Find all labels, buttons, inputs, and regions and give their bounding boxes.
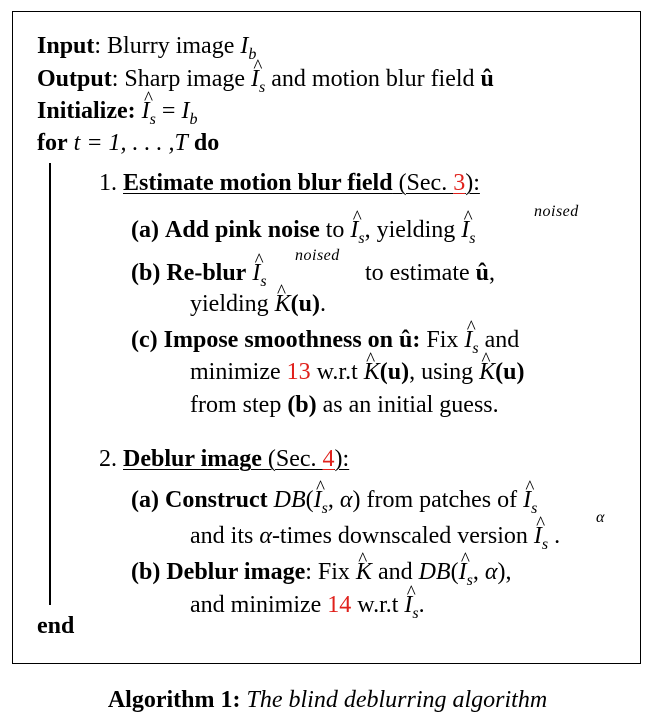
step2a-line: (a) Construct DB(^ $I_s$, α) from patches of ^ $I_s$ bbox=[131, 486, 537, 523]
step1b-Karg: (u) bbox=[290, 291, 321, 317]
output-label: Output bbox=[37, 66, 112, 92]
step1a-text1: to bbox=[319, 217, 351, 243]
step1b-line2 bbox=[190, 290, 326, 318]
I-hat-2a-b: ^ I bbox=[523, 486, 531, 514]
step1b-noised-sup: noised bbox=[295, 247, 340, 264]
step2a-line2a: and its bbox=[190, 523, 260, 549]
step1-line bbox=[99, 169, 480, 197]
for-line bbox=[37, 129, 219, 157]
step2a-bold: Construct bbox=[164, 487, 268, 513]
K-hat-1c-a: ^ K bbox=[364, 358, 380, 386]
init-sub-b: b bbox=[189, 110, 198, 128]
step2b-line2-end: . bbox=[418, 592, 425, 618]
step2-sec-close: ): bbox=[334, 446, 350, 472]
step1c-Karg-b: (u) bbox=[495, 359, 525, 385]
step1c-text1: Fix bbox=[420, 327, 465, 353]
step1b-label: (b) bbox=[131, 260, 161, 286]
I-hat-1c: ^ I bbox=[464, 326, 472, 354]
step2-sec-ref: 4 bbox=[322, 446, 335, 472]
step2a-line2-end: . bbox=[554, 523, 561, 549]
step1a-noised-sup: noised bbox=[534, 203, 579, 220]
algorithm-caption bbox=[0, 686, 655, 714]
step2a-db: DB bbox=[273, 487, 306, 513]
step1b-text1: to estimate bbox=[365, 260, 476, 286]
step2b-eq-ref[interactable]: 14 bbox=[327, 592, 352, 618]
step2a-line2b: -times downscaled version bbox=[271, 523, 534, 549]
step1c-sub: s bbox=[472, 339, 479, 357]
step1-number: 1. bbox=[99, 170, 117, 196]
step1c-text1-end: and bbox=[478, 327, 520, 353]
init-eq: = bbox=[155, 98, 182, 124]
step2a-line2 bbox=[190, 522, 560, 559]
step1c-line3a: from step bbox=[190, 392, 288, 418]
loop-T: T bbox=[174, 130, 188, 156]
step2a-alpha-sup: α bbox=[596, 509, 605, 526]
step1c-line2a: minimize bbox=[190, 359, 287, 385]
I-hat-1a-noised: ^ I bbox=[461, 216, 469, 244]
step1c-Karg-a: (u) bbox=[379, 359, 410, 385]
K-hat-2b: ^ K bbox=[356, 558, 372, 586]
output-sub: s bbox=[259, 78, 266, 96]
step2b-text2-end: , bbox=[505, 559, 512, 585]
step2-number: 2. bbox=[99, 446, 117, 472]
step2b-text2: and bbox=[371, 559, 419, 585]
input-sub: b bbox=[248, 45, 257, 63]
step2b-db: DB bbox=[418, 559, 451, 585]
init-label: Initialize: bbox=[37, 98, 136, 124]
loop-range: = 1, . . . , bbox=[80, 130, 175, 156]
step1c-line3 bbox=[190, 391, 499, 419]
step1c-line3b: (b) bbox=[287, 392, 317, 418]
step1a-sub2: s bbox=[469, 229, 476, 247]
step2a-alpha2: α bbox=[259, 523, 272, 549]
step1a-text2: , yielding bbox=[364, 217, 462, 243]
step1b-bold: Re-blur bbox=[166, 260, 247, 286]
step1-sec-close: ): bbox=[465, 170, 480, 196]
step1b-u: û bbox=[475, 260, 489, 286]
step1c-label: (c) bbox=[131, 327, 158, 353]
input-line bbox=[37, 32, 256, 69]
step2-title: Deblur image bbox=[123, 446, 262, 472]
step2b-line2a: and minimize bbox=[190, 592, 328, 618]
step1b-line2-text: yielding bbox=[190, 291, 275, 317]
step1a-label: (a) bbox=[131, 217, 159, 243]
step2b-label: (b) bbox=[131, 559, 161, 585]
loop-var: t bbox=[73, 130, 81, 156]
output-mid-text: and motion blur field bbox=[265, 66, 481, 92]
input-math: I bbox=[240, 33, 249, 59]
for-keyword: for bbox=[37, 130, 68, 156]
loop-bracket-line bbox=[49, 163, 51, 605]
step2a-sub-c: s bbox=[541, 535, 549, 553]
step1c-bold: Impose smoothness on bbox=[163, 327, 400, 353]
init-sub-s: s bbox=[149, 110, 156, 128]
step2b-alpha: α bbox=[484, 559, 498, 585]
step1b-line2-end: . bbox=[320, 291, 327, 317]
I-hat-2a: ^ I bbox=[314, 486, 322, 514]
I-hat-init: ^ I bbox=[142, 97, 150, 125]
do-keyword: do bbox=[193, 130, 220, 156]
caption-text: The blind deblurring algorithm bbox=[246, 687, 548, 713]
end-line bbox=[37, 612, 74, 640]
init-I: I bbox=[181, 98, 190, 124]
step2b-text1: : Fix bbox=[305, 559, 356, 585]
step1c-eq-ref[interactable]: 13 bbox=[286, 359, 311, 385]
step1c-bold-u: û bbox=[399, 327, 413, 353]
step1a-sub1: s bbox=[358, 229, 365, 247]
I-hat-2b-b: ^ I bbox=[404, 591, 412, 619]
step2b-line2 bbox=[190, 591, 425, 628]
I-hat-output: ^ I bbox=[251, 65, 259, 93]
I-hat-1a: ^ I bbox=[350, 216, 358, 244]
step1a-bold: Add pink noise bbox=[164, 217, 320, 243]
end-keyword: end bbox=[37, 613, 75, 639]
step2b-sub: s bbox=[466, 571, 473, 589]
step2-sec-open: (Sec. bbox=[261, 446, 323, 472]
step1b-sub: s bbox=[260, 272, 267, 290]
step2b-line: (b) Deblur image: Fix ^ K and DB(^ $I_s$, α), bbox=[131, 558, 511, 595]
step2b-sub-b: s bbox=[412, 604, 419, 622]
step2a-sub: s bbox=[321, 499, 328, 517]
step2b-bold: Deblur image bbox=[166, 559, 306, 585]
input-label: Input bbox=[37, 33, 95, 59]
step2a-label: (a) bbox=[131, 487, 159, 513]
step1c-line2 bbox=[190, 358, 525, 386]
K-hat-1c-b: ^ K bbox=[479, 358, 495, 386]
step2a-sub-b: s bbox=[531, 499, 538, 517]
I-hat-1b: ^ I bbox=[252, 259, 260, 287]
step2b-line2b: w.r.t bbox=[351, 592, 405, 618]
step1c-line2b: w.r.t bbox=[310, 359, 364, 385]
caption-label: Algorithm 1: bbox=[107, 687, 241, 713]
step1c-line2c: , using bbox=[409, 359, 480, 385]
K-hat-1b: ^ K bbox=[275, 290, 291, 318]
step1b-text1-end: , bbox=[489, 260, 495, 286]
step2a-alpha: α bbox=[339, 487, 353, 513]
step1-title: Estimate motion blur field bbox=[123, 170, 393, 196]
step1-sec-ref: 3 bbox=[453, 170, 466, 196]
step1c-line3c: as an initial guess. bbox=[316, 392, 499, 418]
output-u: û bbox=[480, 66, 494, 92]
I-hat-2a-c: ^ I bbox=[534, 522, 542, 550]
step1-sec-open: (Sec. bbox=[392, 170, 454, 196]
step2-line bbox=[99, 445, 349, 473]
input-text: : Blurry image bbox=[94, 33, 241, 59]
step2a-text1: from patches of bbox=[360, 487, 524, 513]
I-hat-2b: ^ I bbox=[459, 558, 467, 586]
step1c-bold-end: : bbox=[412, 327, 421, 353]
step1b-line-rest bbox=[365, 259, 495, 287]
output-text: : Sharp image bbox=[111, 66, 252, 92]
